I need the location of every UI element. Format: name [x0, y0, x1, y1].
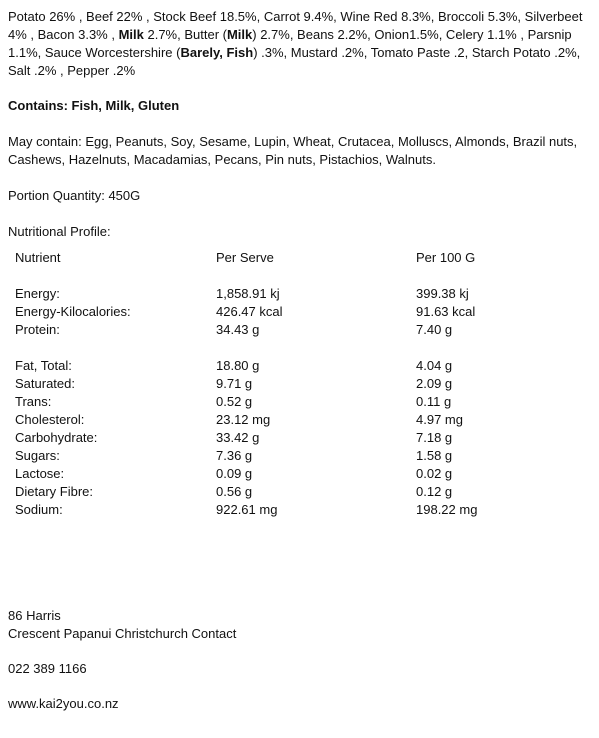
- nutrient-name: Sodium:: [15, 502, 63, 517]
- header-nutrient: Nutrient: [15, 250, 61, 265]
- table-spacer: [15, 339, 575, 357]
- nutrient-name: Sugars:: [15, 448, 60, 463]
- table-spacer: [15, 267, 575, 285]
- table-row: [15, 501, 575, 519]
- nutrition-table-header: [15, 249, 575, 267]
- ingredient-text: ) 2.7%, Beans 2.2%, Onion1.5%, Celery 1.1% , Parsnip 1.1%, Sauce Worcestershire (: [8, 27, 572, 60]
- per-serve-value: 426.47 kcal: [216, 304, 283, 319]
- header-per-100g: Per 100 G: [416, 250, 476, 265]
- contact-footer: [8, 607, 591, 713]
- per-serve-value: 33.42 g: [216, 430, 260, 445]
- nutrient-name: Energy:: [15, 286, 60, 301]
- per-serve-value: 7.36 g: [216, 448, 253, 463]
- per-100g-value: 198.22 mg: [416, 502, 478, 517]
- per-serve-value: 23.12 mg: [216, 412, 271, 427]
- ingredient-allergen: Milk: [226, 27, 253, 42]
- website-link: www.kai2you.co.nz: [8, 696, 119, 711]
- table-row: [15, 303, 575, 321]
- table-row: [15, 285, 575, 303]
- per-serve-value: 0.09 g: [216, 466, 253, 481]
- nutrient-name: Trans:: [15, 394, 52, 409]
- per-serve-value: 0.56 g: [216, 484, 253, 499]
- per-100g-value: 91.63 kcal: [416, 304, 476, 319]
- table-row: [15, 375, 575, 393]
- nutrient-name: Lactose:: [15, 466, 65, 481]
- table-row: [15, 447, 575, 465]
- table-row: [15, 411, 575, 429]
- nutritional-profile-title: Nutritional Profile:: [8, 224, 111, 239]
- per-serve-value: 18.80 g: [216, 358, 260, 373]
- ingredient-text: Potato 26% , Beef 22% , Stock Beef 18.5%, Carrot 9.4%, Wine Red 8.3%, Broccoli 5.3%, Silverbeet 4% , Bacon 3.3% ,: [8, 9, 583, 42]
- per-serve-value: 0.52 g: [216, 394, 253, 409]
- address-line-2: Crescent Papanui Christchurch Contact: [8, 626, 237, 641]
- nutrient-name: Protein:: [15, 322, 60, 337]
- per-serve-value: 34.43 g: [216, 322, 260, 337]
- nutrient-name: Saturated:: [15, 376, 75, 391]
- allergen-contains: Contains: Fish, Milk, Gluten: [8, 98, 180, 113]
- nutrient-name: Energy-Kilocalories:: [15, 304, 131, 319]
- ingredients-list: [8, 8, 591, 80]
- header-per-serve: Per Serve: [216, 250, 274, 265]
- nutrition-table: [15, 249, 575, 519]
- per-100g-value: 7.18 g: [416, 430, 453, 445]
- table-row: [15, 357, 575, 375]
- table-row: [15, 321, 575, 339]
- table-row: [15, 465, 575, 483]
- per-100g-value: 0.02 g: [416, 466, 453, 481]
- per-100g-value: 399.38 kj: [416, 286, 469, 301]
- table-row: [15, 429, 575, 447]
- nutrient-name: Fat, Total:: [15, 358, 72, 373]
- nutrient-name: Cholesterol:: [15, 412, 85, 427]
- nutrient-name: Carbohydrate:: [15, 430, 98, 445]
- table-row: [15, 483, 575, 501]
- nutrition-table-body: [15, 267, 575, 519]
- phone-number: 022 389 1166: [8, 661, 87, 676]
- per-100g-value: 4.97 mg: [416, 412, 463, 427]
- portion-quantity: Portion Quantity: 450G: [8, 188, 141, 203]
- per-100g-value: 7.40 g: [416, 322, 453, 337]
- ingredient-text: ) .3%, Mustard .2%, Tomato Paste .2, Starch Potato .2%, Salt .2% , Pepper .2%: [8, 45, 581, 78]
- per-serve-value: 9.71 g: [216, 376, 253, 391]
- per-100g-value: 0.12 g: [416, 484, 453, 499]
- per-serve-value: 922.61 mg: [216, 502, 278, 517]
- per-serve-value: 1,858.91 kj: [216, 286, 280, 301]
- per-100g-value: 1.58 g: [416, 448, 453, 463]
- per-100g-value: 2.09 g: [416, 376, 453, 391]
- allergen-may-contain: May contain: Egg, Peanuts, Soy, Sesame, Lupin, Wheat, Crutacea, Molluscs, Almonds, Brazil nuts, Cashews, Hazelnuts, Macadamias, Pecans, Pin nuts, Pistachios, Walnuts.: [8, 134, 578, 167]
- per-100g-value: 0.11 g: [416, 394, 452, 409]
- nutrient-name: Dietary Fibre:: [15, 484, 94, 499]
- ingredient-allergen: Barely, Fish: [180, 45, 254, 60]
- ingredient-allergen: Milk: [118, 27, 144, 42]
- address-line-1: 86 Harris: [8, 608, 61, 623]
- table-row: [15, 393, 575, 411]
- per-100g-value: 4.04 g: [416, 358, 453, 373]
- ingredient-text: 2.7%, Butter (: [143, 27, 227, 42]
